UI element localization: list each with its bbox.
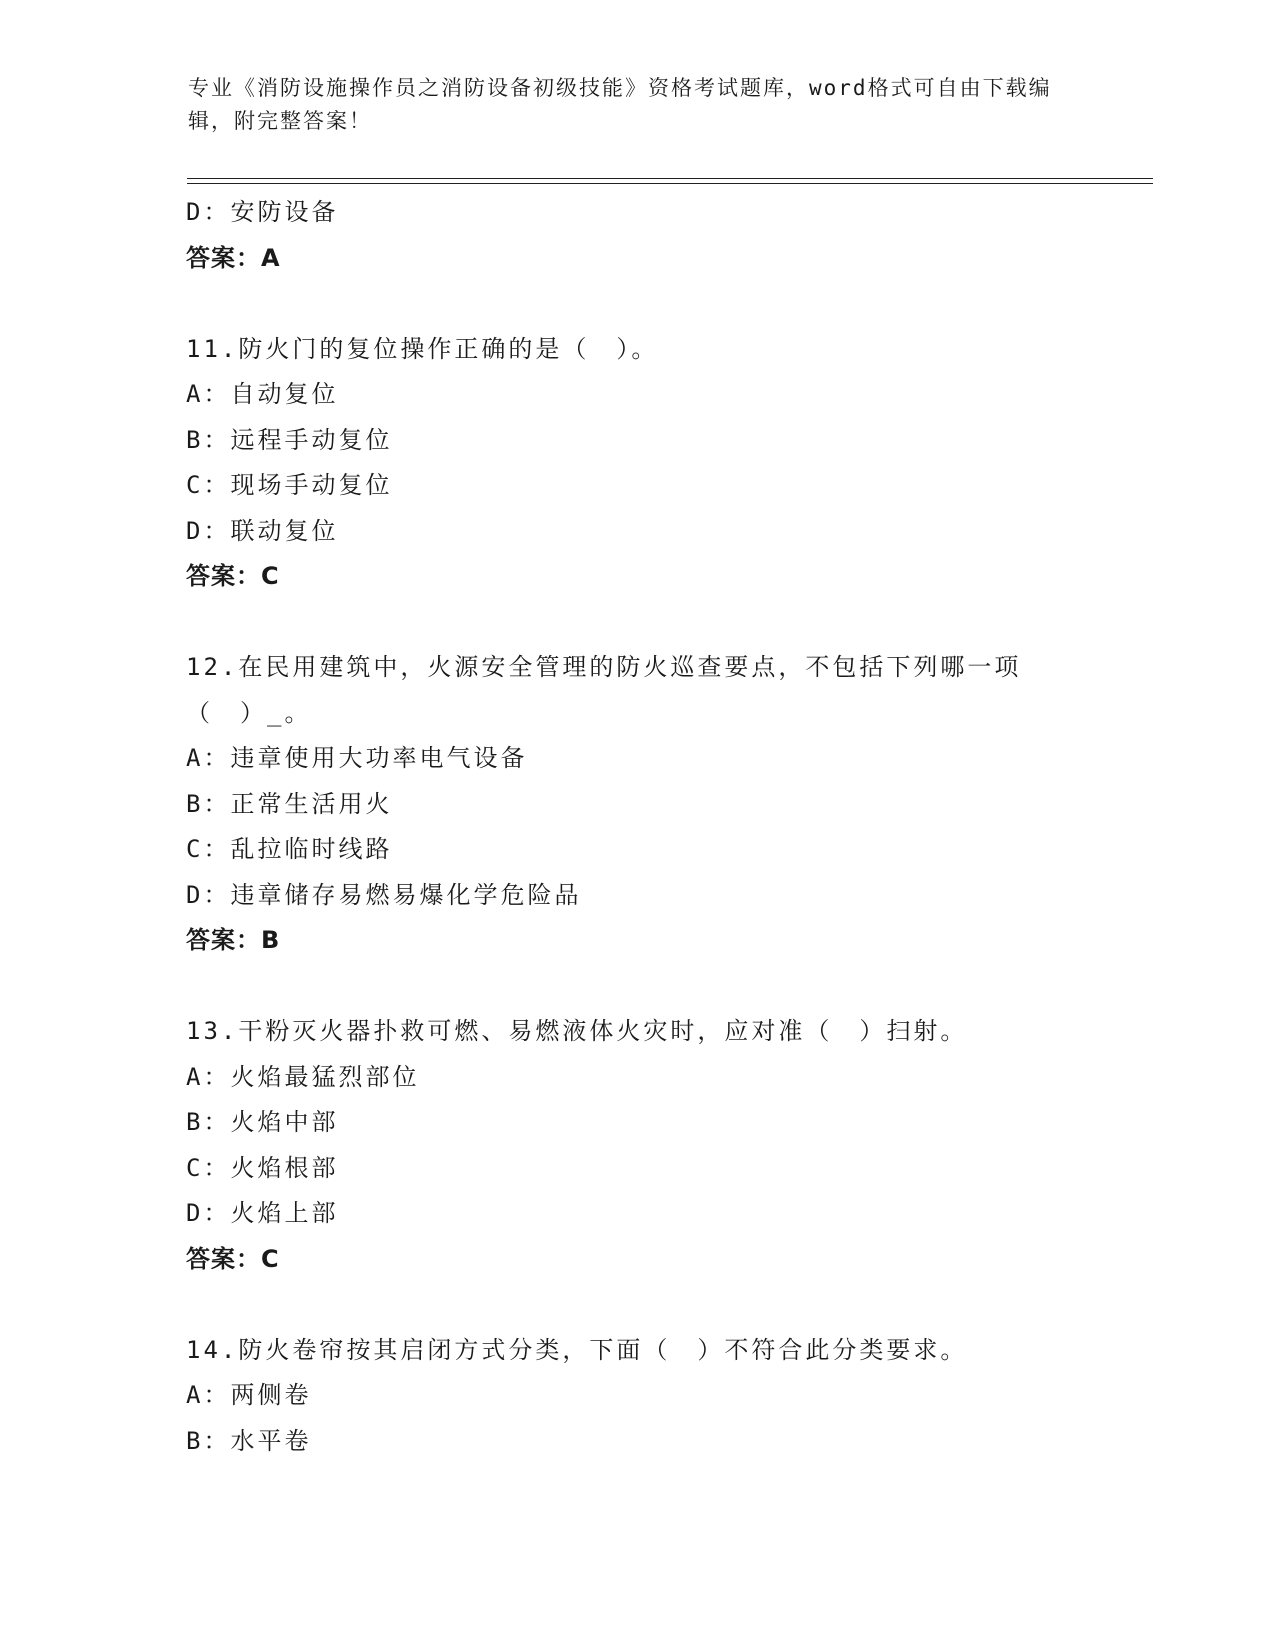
spacer <box>186 1282 1106 1328</box>
option-a: A：火焰最猛烈部位 <box>186 1062 420 1091</box>
header-divider-bottom <box>187 183 1153 184</box>
option-c: C：火焰根部 <box>186 1153 339 1182</box>
option-b: B：远程手动复位 <box>186 425 393 454</box>
option-a: A：两侧卷 <box>186 1381 312 1409</box>
option-d: D：违章储存易燃易爆化学危险品 <box>186 880 582 909</box>
document-header: 专业《消防设施操作员之消防设备初级技能》资格考试题库，word格式可自由下载编辑，附完整答案！ <box>188 76 1052 133</box>
question-stem: 13.干粉灭火器扑救可燃、易燃液体火灾时，应对准（ ）扫射。 <box>186 1017 968 1045</box>
answer-line: 答案：B <box>186 926 281 954</box>
option-b: B：正常生活用火 <box>186 789 393 818</box>
answer-line: 答案：C <box>186 1244 280 1273</box>
spacer <box>186 600 1106 646</box>
question-stem: 12.在民用建筑中，火源安全管理的防火巡查要点，不包括下列哪一项（ ）_。 <box>186 653 1022 727</box>
header-divider-top <box>187 178 1153 179</box>
answer-line: 答案：A <box>186 243 281 272</box>
option-a: A：自动复位 <box>186 380 339 408</box>
option-d: D：联动复位 <box>186 516 339 545</box>
option-d: D：安防设备 <box>186 198 339 226</box>
spacer <box>186 281 1106 327</box>
option-c: C：乱拉临时线路 <box>186 835 393 863</box>
spacer <box>186 964 1106 1010</box>
option-c: C：现场手动复位 <box>186 471 393 499</box>
option-b: B：火焰中部 <box>186 1108 339 1136</box>
answer-line: 答案：C <box>186 562 280 590</box>
option-b: B：水平卷 <box>186 1426 312 1455</box>
option-a: A：违章使用大功率电气设备 <box>186 744 528 772</box>
question-stem: 11.防火门的复位操作正确的是（ ）。 <box>186 334 659 363</box>
option-d: D：火焰上部 <box>186 1199 339 1227</box>
question-stem: 14.防火卷帘按其启闭方式分类，下面（ ）不符合此分类要求。 <box>186 1335 968 1364</box>
question-list <box>186 190 1106 1464</box>
